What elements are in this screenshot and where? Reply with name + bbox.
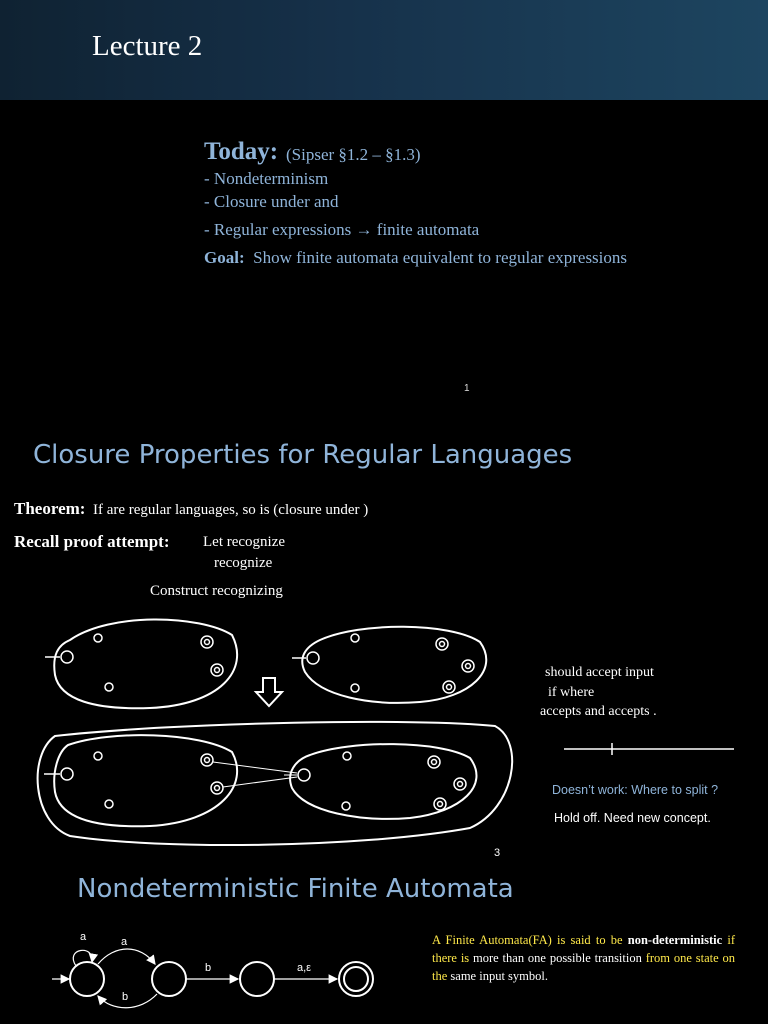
today-label: Today:: [204, 138, 279, 165]
label-a-epsilon: a,ε: [297, 962, 312, 974]
recall-line-2: recognize: [214, 555, 273, 571]
side-line-2: if where: [548, 685, 595, 700]
def-part-5: same input symbol.: [450, 969, 548, 983]
label-b-mid: b: [205, 962, 212, 974]
state-m2-accept: [462, 660, 474, 672]
label-a-top: a: [121, 936, 128, 948]
def-part-4: from one state on the: [432, 951, 736, 983]
goal-label: Goal:: [204, 248, 245, 267]
nfa-state-1: [70, 962, 104, 996]
closure-slide-title: Closure Properties for Regular Languages: [33, 440, 573, 470]
closure-diagram: [0, 600, 768, 870]
side-line-1: should accept input: [545, 665, 654, 680]
label-b-bottom: b: [122, 991, 129, 1003]
label-a-loop: a: [80, 931, 87, 943]
def-part-2: if there is: [432, 933, 736, 965]
nfa-state-3: [240, 962, 274, 996]
nfa-slide-title: Nondeterministic Finite Automata: [77, 874, 514, 904]
nfa-diagram: [0, 920, 420, 1024]
def-part-1: A Finite Automata(FA) is said to be: [432, 933, 623, 947]
state-m1-accept: [211, 664, 223, 676]
theorem-line: [14, 499, 368, 519]
state-m2-accept: [436, 638, 448, 650]
page-number-3: 3: [494, 847, 501, 859]
state-m2-start: [307, 652, 319, 664]
def-part-3: more than one possible transition: [473, 951, 642, 965]
nfa-definition: [432, 931, 735, 985]
bullet-nondeterminism: - Nondeterminism: [204, 169, 329, 188]
combined-m1-outline: [54, 735, 237, 826]
doesnt-work-note: Doesn’t work: Where to split ?: [552, 783, 719, 797]
construct-line: Construct recognizing: [150, 583, 283, 599]
side-line-3: accepts and accepts .: [540, 704, 657, 719]
page-number-1: 1: [464, 383, 470, 394]
combined-m2-outline: [290, 744, 476, 819]
state-m2-accept: [443, 681, 455, 693]
theorem-text: If are regular languages, so is (closure under ): [92, 502, 369, 518]
bullet-closure: - Closure under and: [204, 192, 339, 211]
hold-off-note: Hold off. Need new concept.: [554, 811, 711, 825]
state-m2: [351, 684, 359, 692]
recall-label: Recall proof attempt:: [14, 532, 170, 551]
def-bold: non-deterministic: [627, 933, 723, 947]
lecture-title: Lecture 2: [92, 30, 203, 62]
goal-line: [204, 248, 627, 268]
recall-line-1: Let recognize: [203, 534, 286, 550]
state-m1: [94, 634, 102, 642]
machine-1-outline: [54, 619, 237, 708]
state-m1-start: [61, 651, 73, 663]
theorem-label: Theorem:: [14, 499, 86, 518]
down-arrow: [256, 678, 282, 706]
state-m2: [351, 634, 359, 642]
nfa-state-2: [152, 962, 186, 996]
today-reference: (Sipser §1.2 – §1.3): [286, 145, 421, 164]
combined-machine-outline: [38, 722, 513, 845]
bullet-regular-expressions: - Regular expressions → finite automata: [204, 220, 480, 239]
state-c-start: [61, 768, 73, 780]
state-m1: [105, 683, 113, 691]
machine-2-outline: [302, 627, 486, 703]
goal-text: Show finite automata equivalent to regular expressions: [253, 248, 628, 267]
state-m1-accept: [201, 636, 213, 648]
